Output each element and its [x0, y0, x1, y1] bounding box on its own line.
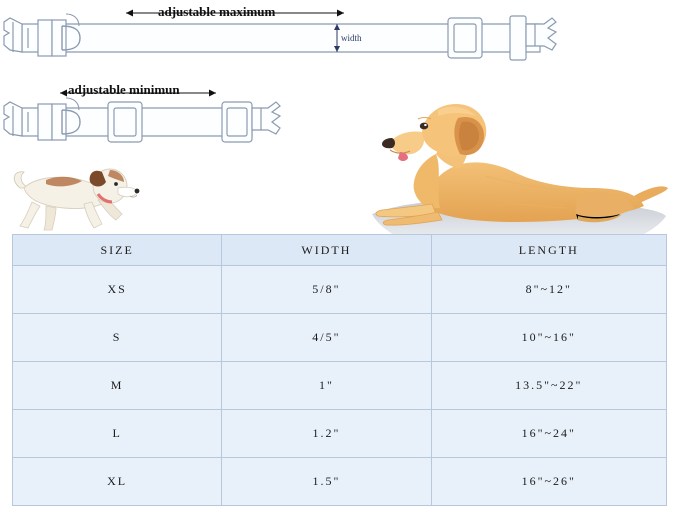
- width-label: width: [341, 33, 362, 43]
- size-chart-table: [12, 234, 667, 506]
- cell-size: M: [13, 362, 222, 410]
- collar-diagram-maximum: [0, 0, 560, 70]
- cell-width: 1.5": [222, 458, 431, 506]
- table-row: [13, 410, 667, 458]
- table-row: [13, 314, 667, 362]
- cell-width: 1.2": [222, 410, 431, 458]
- table-row: [13, 362, 667, 410]
- adjustable-minimum-label: adjustable minimun: [68, 82, 180, 97]
- running-puppy-illustration: [6, 158, 146, 236]
- cell-length: 16"~24": [431, 410, 666, 458]
- cell-size: L: [13, 410, 222, 458]
- cell-width: 1": [222, 362, 431, 410]
- table-row: [13, 458, 667, 506]
- table-header-row: [13, 235, 667, 266]
- adjustable-maximum-label: adjustable maximum: [158, 4, 276, 19]
- cell-size: XL: [13, 458, 222, 506]
- cell-size: S: [13, 314, 222, 362]
- cell-width: 4/5": [222, 314, 431, 362]
- cell-size: XS: [13, 266, 222, 314]
- cell-length: 16"~26": [431, 458, 666, 506]
- column-header-size: SIZE: [13, 235, 222, 266]
- column-header-width: WIDTH: [222, 235, 431, 266]
- cell-length: 13.5"~22": [431, 362, 666, 410]
- table-row: [13, 266, 667, 314]
- cell-length: 10"~16": [431, 314, 666, 362]
- cell-width: 5/8": [222, 266, 431, 314]
- column-header-length: LENGTH: [431, 235, 666, 266]
- cell-length: 8"~12": [431, 266, 666, 314]
